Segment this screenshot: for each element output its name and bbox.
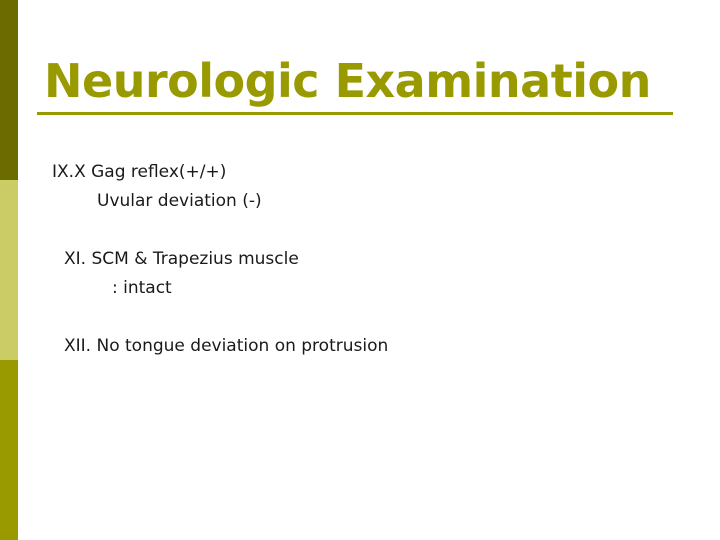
intact-line: : intact (112, 278, 172, 298)
side-bar-top-segment (0, 0, 18, 180)
title-underline (37, 112, 673, 115)
uvular-deviation-line: Uvular deviation (-) (97, 191, 262, 211)
slide-title: Neurologic Examination (44, 54, 651, 108)
tongue-deviation-line: XII. No tongue deviation on protrusion (64, 336, 389, 356)
side-bar-bottom-segment (0, 360, 18, 540)
scm-trapezius-line: XI. SCM & Trapezius muscle (64, 249, 299, 269)
side-bar-middle-segment (0, 180, 18, 360)
gag-reflex-line: IX.X Gag reflex(+/+) (52, 162, 227, 182)
decorative-side-bar (0, 0, 18, 540)
